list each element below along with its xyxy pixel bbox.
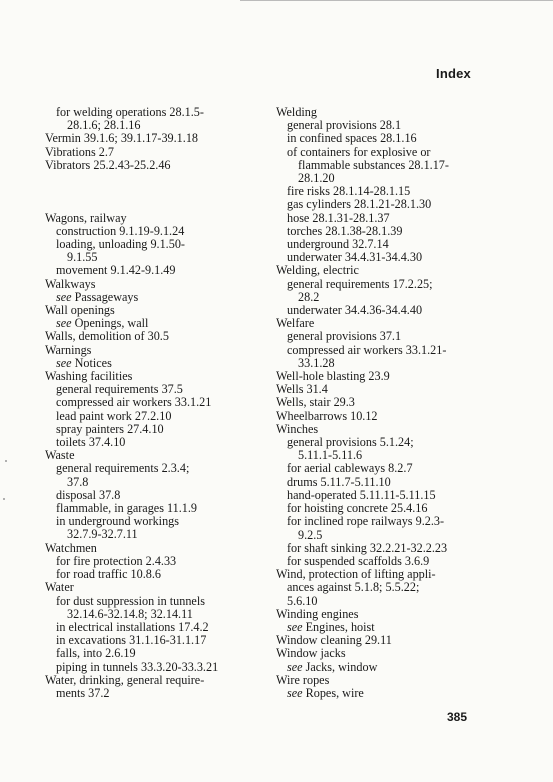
index-continuation: 33.1.28: [298, 355, 335, 370]
index-heading: Vermin 39.1.6; 39.1.17-39.1.18: [45, 131, 199, 146]
index-subentry: falls, into 2.6.19: [56, 646, 136, 661]
index-subentry: spray painters 27.4.10: [56, 421, 164, 436]
section-header: Index: [436, 66, 471, 81]
index-continuation: 5.11.1-5.11.6: [298, 448, 363, 463]
index-continuation: 32.14.6-32.14.8; 32.14.11: [67, 606, 193, 621]
index-continuation: flammable substances 28.1.17-: [298, 157, 449, 172]
index-heading: Water, drinking, general require-: [45, 672, 205, 687]
index-subentry: for suspended scaffolds 3.6.9: [287, 553, 430, 568]
index-subentry: in underground workings: [56, 514, 179, 529]
index-heading: Watchmen: [45, 540, 97, 555]
index-subentry: of containers for explosive or: [287, 144, 431, 159]
index-continuation: 9.1.55: [67, 250, 98, 265]
index-subentry: underground 32.7.14: [287, 237, 389, 252]
index-heading: Warnings: [45, 342, 92, 357]
index-subentry: for inclined rope railways 9.2.3-: [287, 514, 445, 529]
index-heading: Wire ropes: [276, 672, 330, 687]
index-subentry: for hoisting concrete 25.4.16: [287, 501, 428, 516]
index-heading: Window jacks: [276, 646, 346, 661]
index-subentry: compressed air workers 33.1.21-: [287, 342, 447, 357]
index-heading: Wall openings: [45, 303, 115, 318]
index-subentry: toilets 37.4.10: [56, 435, 126, 450]
index-subentry: general provisions 5.1.24;: [287, 435, 414, 450]
index-subentry: for fire protection 2.4.33: [56, 553, 177, 568]
index-subentry: for road traffic 10.8.6: [56, 567, 162, 582]
index-subentry: for shaft sinking 32.2.21-32.2.23: [287, 540, 448, 555]
index-subentry: ances against 5.1.8; 5.5.22;: [287, 580, 420, 595]
index-continuation: 9.2.5: [298, 527, 323, 542]
index-subentry: in electrical installations 17.4.2: [56, 619, 209, 634]
index-subentry: loading, unloading 9.1.50-: [56, 237, 185, 252]
index-subentry: piping in tunnels 33.3.20-33.3.21: [56, 659, 219, 674]
index-continuation: 28.1.6; 28.1.16: [67, 118, 141, 133]
index-subentry: hose 28.1.31-28.1.37: [287, 210, 390, 225]
index-subentry: for dust suppression in tunnels: [56, 593, 205, 608]
index-subentry: construction 9.1.19-9.1.24: [56, 223, 185, 238]
index-subentry: flammable, in garages 11.1.9: [56, 501, 198, 516]
index-subentry: lead paint work 27.2.10: [56, 408, 172, 423]
index-heading: Wheelbarrows 10.12: [276, 408, 378, 423]
index-subentry: fire risks 28.1.14-28.1.15: [287, 184, 411, 199]
index-heading: Welding, electric: [276, 263, 359, 278]
index-heading: Vibrators 25.2.43-25.2.46: [45, 157, 171, 172]
index-continuation: 28.2: [298, 289, 320, 304]
index-subentry: gas cylinders 28.1.21-28.1.30: [287, 197, 432, 212]
index-heading: Welfare: [276, 316, 315, 331]
index-heading: Washing facilities: [45, 369, 133, 384]
index-subentry: see Openings, wall: [56, 316, 149, 331]
index-subentry: underwater 34.4.31-34.4.30: [287, 250, 423, 265]
top-rule: [240, 0, 553, 1]
index-heading: Vibrations 2.7: [45, 144, 115, 159]
index-subentry: ments 37.2: [56, 685, 110, 700]
index-subentry: hand-operated 5.11.11-5.11.15: [287, 487, 436, 502]
index-subentry: compressed air workers 33.1.21: [56, 395, 212, 410]
index-subentry: in confined spaces 28.1.16: [287, 131, 417, 146]
index-heading: Waste: [45, 448, 75, 463]
index-subentry: see Engines, hoist: [287, 619, 375, 634]
index-heading: Walls, demolition of 30.5: [45, 329, 169, 344]
index-column-left: [45, 106, 255, 700]
index-continuation: 32.7.9-32.7.11: [67, 527, 138, 542]
index-subentry: see Jacks, window: [287, 659, 378, 674]
index-heading: Wind, protection of lifting appli-: [276, 567, 436, 582]
index-subentry: drums 5.11.7-5.11.10: [287, 474, 391, 489]
index-continuation: 37.8: [67, 474, 89, 489]
index-subentry: general requirements 37.5: [56, 382, 183, 397]
index-subentry: general requirements 17.2.25;: [287, 276, 433, 291]
index-subentry: see Passageways: [56, 289, 139, 304]
index-subentry: disposal 37.8: [56, 487, 121, 502]
index-heading: Window cleaning 29.11: [276, 633, 392, 648]
index-heading: Wagons, railway: [45, 210, 127, 225]
index-subentry: general provisions 37.1: [287, 329, 402, 344]
index-heading: Welding: [276, 105, 317, 119]
index-subentry: in excavations 31.1.16-31.1.17: [56, 633, 207, 648]
index-subentry: see Ropes, wire: [287, 685, 364, 700]
scan-speck: [5, 460, 7, 462]
index-subentry: torches 28.1.38-28.1.39: [287, 223, 403, 238]
entry-gap: [45, 172, 255, 212]
index-subentry: general provisions 28.1: [287, 118, 402, 133]
index-subentry: for welding operations 28.1.5-: [56, 105, 204, 119]
index-heading: Water: [45, 580, 74, 595]
index-subentry: general requirements 2.3.4;: [56, 461, 190, 476]
index-subentry: for aerial cableways 8.2.7: [287, 461, 413, 476]
index-heading: Winding engines: [276, 606, 359, 621]
index-subentry: see Notices: [56, 355, 112, 370]
index-subentry: 5.6.10: [287, 593, 318, 608]
scan-speck: [3, 498, 5, 500]
index-heading: Well-hole blasting 23.9: [276, 369, 390, 384]
index-subentry: movement 9.1.42-9.1.49: [56, 263, 176, 278]
index-continuation: 28.1.20: [298, 171, 335, 186]
index-heading: Walkways: [45, 276, 96, 291]
index-column-right: [276, 106, 476, 700]
index-subentry: underwater 34.4.36-34.4.40: [287, 303, 423, 318]
index-heading: Wells 31.4: [276, 382, 328, 397]
index-heading: Winches: [276, 421, 319, 436]
page-number: 385: [446, 710, 467, 724]
index-heading: Wells, stair 29.3: [276, 395, 355, 410]
